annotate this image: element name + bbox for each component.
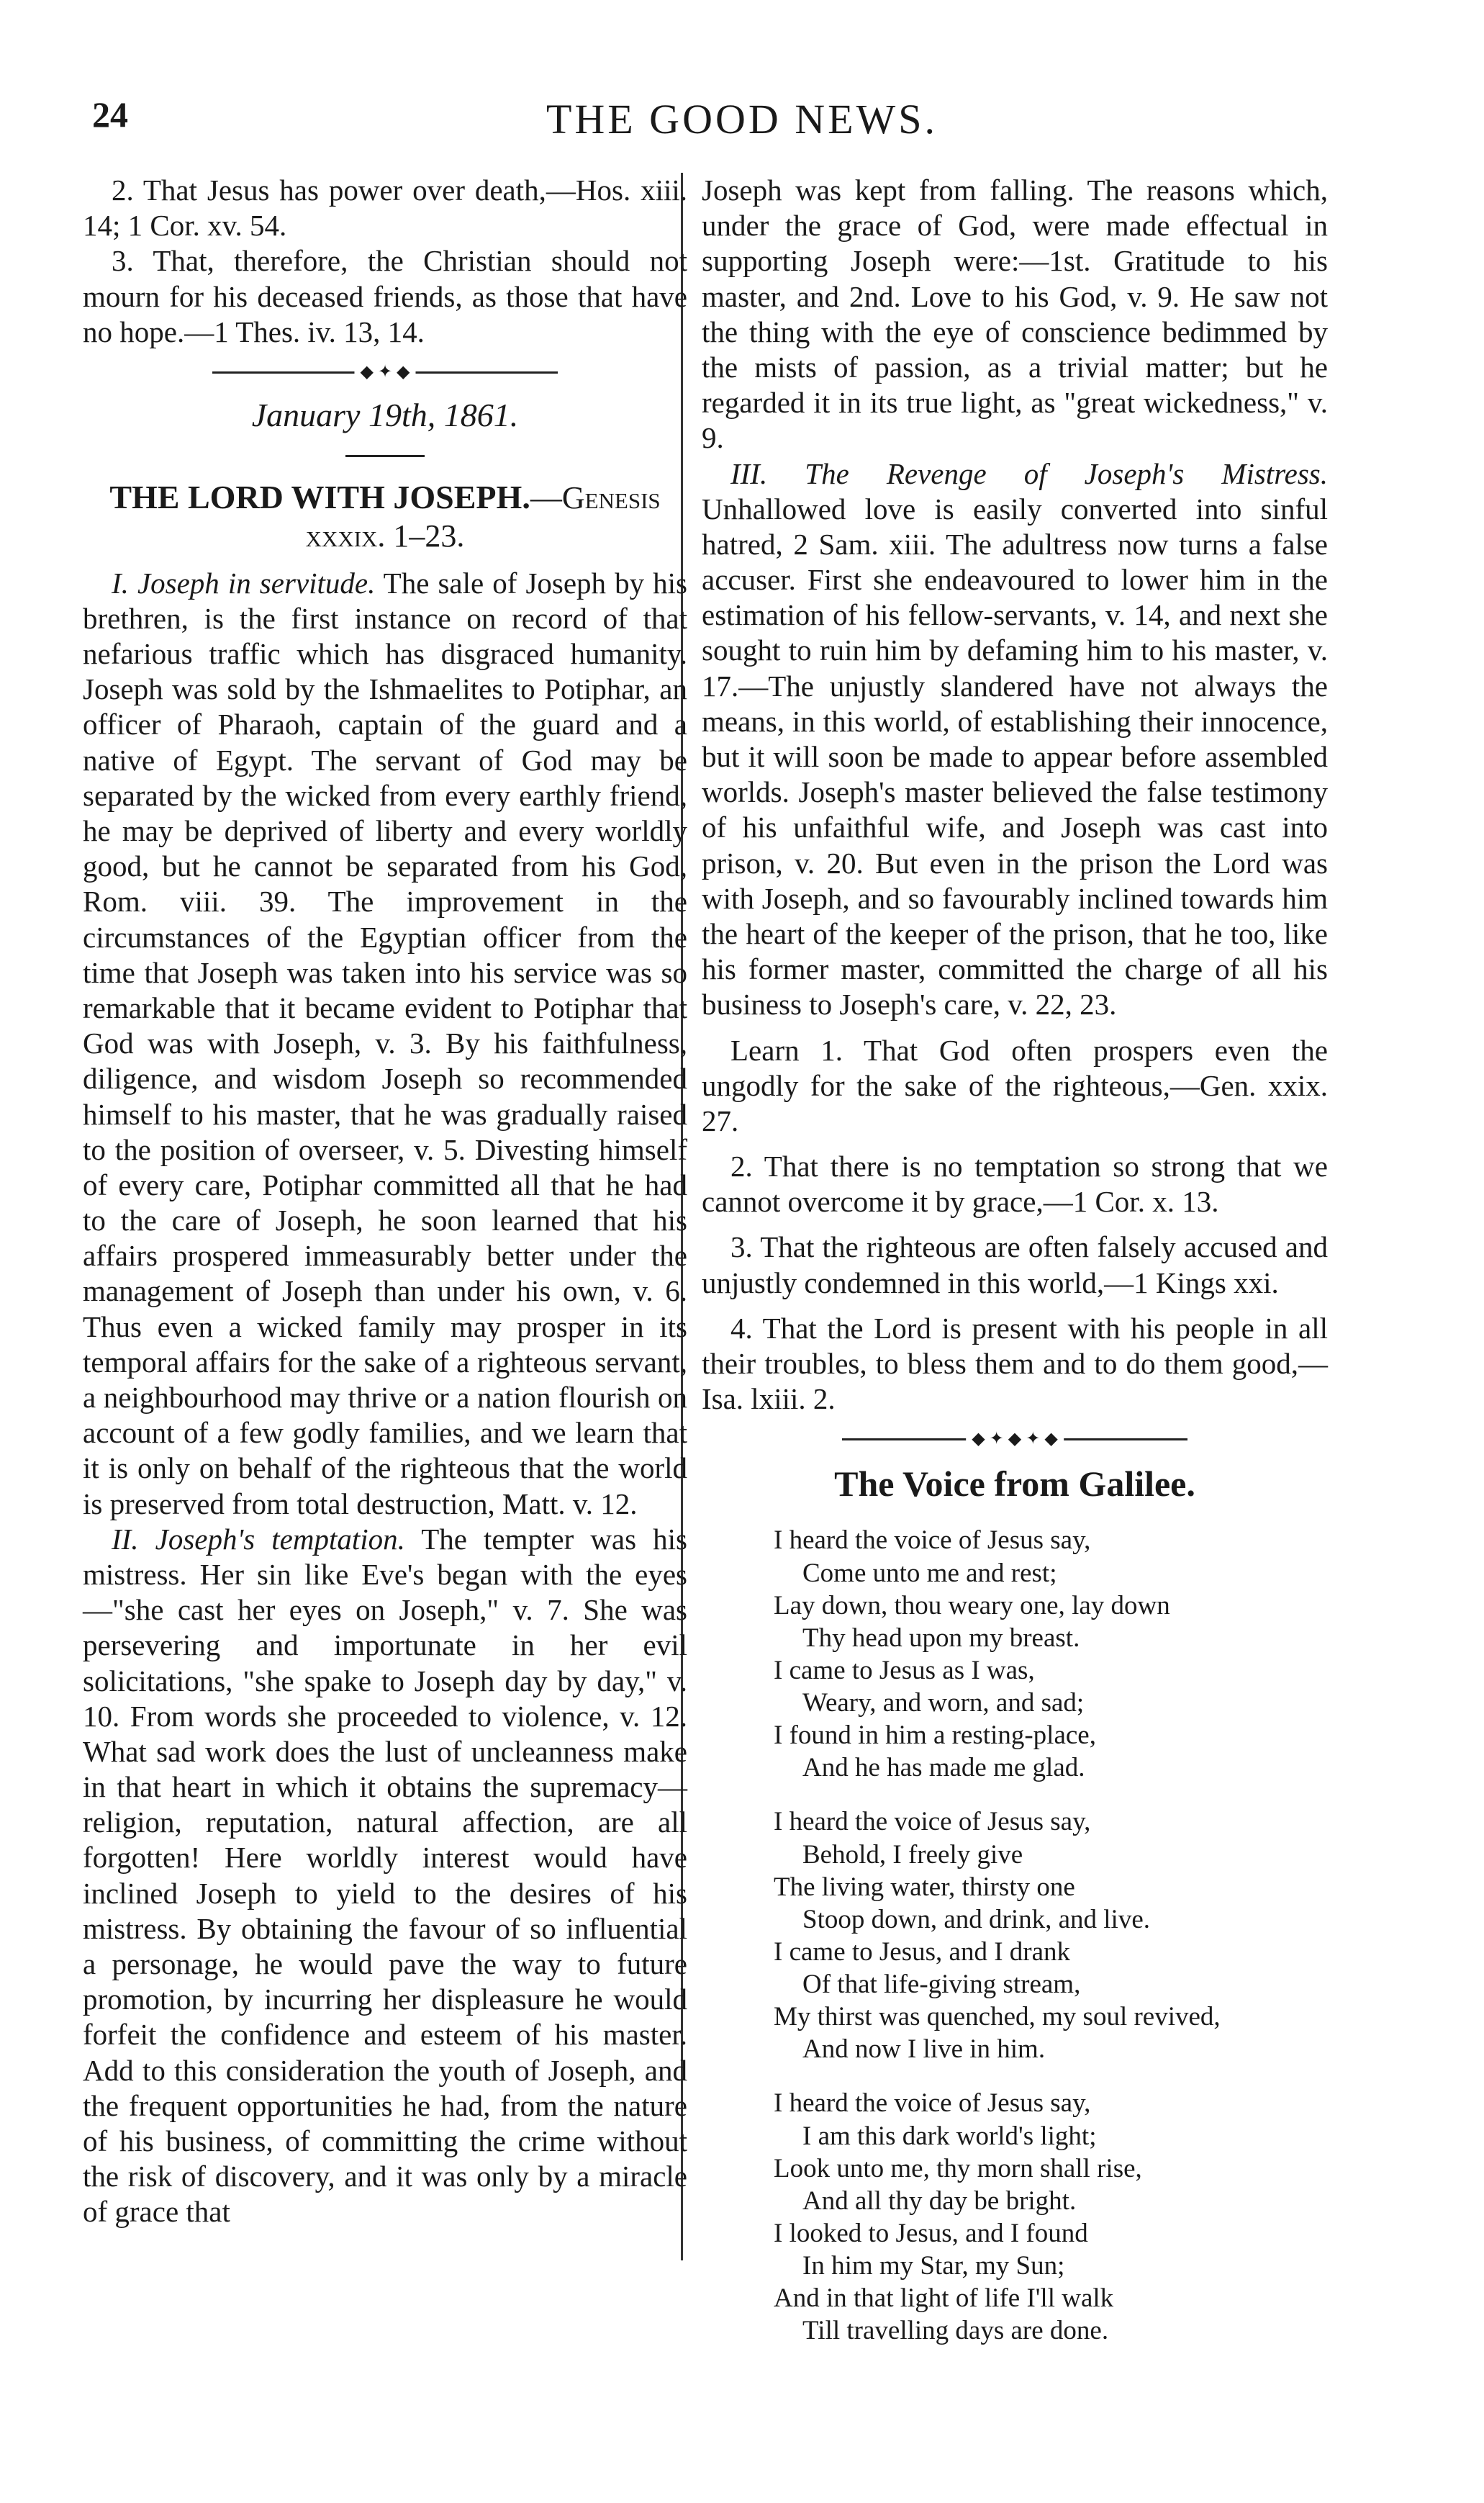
lesson-date-text: January 19th, 1861. xyxy=(251,396,519,433)
poem-line: I heard the voice of Jesus say, xyxy=(774,1525,1091,1556)
section-2-continued: Joseph was kept from falling. The reasons which, under the grace of God, were made effectual in supporting Joseph were:—1st. Gratitude to his master, and 2nd. Love to his God, v. 9. He saw not the thing with the eye of conscience bedimmed by the mists of passion, as a trivial matter; but he regarded it in its true light, as "great wickedness," v. 9. xyxy=(702,173,1328,455)
poem-line: I heard the voice of Jesus say, xyxy=(774,2088,1091,2119)
poem-line: In him my Star, my Sun; xyxy=(802,2251,1065,2281)
section-2-heading: II. Joseph's temptation. xyxy=(112,1522,405,1556)
intro-point-3: 3. That, therefore, the Christian should not mourn for his deceased friends, as those that have no hope.—1 Thes. iv. 13, 14. xyxy=(83,244,687,348)
page-number: 24 xyxy=(92,94,128,135)
poem-line: Lay down, thou weary one, lay down xyxy=(774,1590,1170,1620)
short-rule xyxy=(345,455,425,457)
learn-point-3: 3. That the righteous are often falsely accused and unjustly condemned in this world,—1 Kings xxi. xyxy=(702,1230,1328,1299)
poem-line: My thirst was quenched, my soul revived, xyxy=(774,2002,1221,2032)
poem-line: Look unto me, thy morn shall rise, xyxy=(774,2153,1142,2183)
poem-line: I am this dark world's light; xyxy=(802,2121,1097,2151)
ornamental-rule xyxy=(212,362,558,382)
poem-line: Weary, and worn, and sad; xyxy=(802,1688,1085,1718)
poem-line: Of that life-giving stream, xyxy=(802,1970,1081,1999)
poem-title: The Voice from Galilee. xyxy=(834,1464,1195,1505)
poem-line: Come unto me and rest; xyxy=(802,1558,1057,1588)
poem-stanza-1 xyxy=(774,1524,1328,1784)
poem-line: The living water, thirsty one xyxy=(774,1872,1075,1902)
section-1-heading: I. Joseph in servitude. xyxy=(112,566,376,600)
poem-line: Thy head upon my breast. xyxy=(802,1623,1080,1653)
section-3-heading: III. The Revenge of Joseph's Mistress. xyxy=(730,456,1328,490)
poem-line: I looked to Jesus, and I found xyxy=(774,2218,1088,2248)
section-3-text: Unhallowed love is easily converted into sinful hatred, 2 Sam. xiii. The adultress now turns a false accuser. First she endeavoured to lower him in the estimation of his fellow-servants, v. 14, and next she sought to ruin him by defaming him to his master, v. 17.—The unjustly slandered have not always the means, in this world, of establishing their innocence, but it will soon be made to appear before assembled worlds. Joseph's master believed the false testimony of his unfaithful wife, and Joseph was cast into prison, v. 20. But even in the prison the Lord was with Joseph, and so favourably inclined towards him the heart of the keeper of the prison, that he too, like his former master, committed the charge of all his business to Joseph's care, v. 22, 23. xyxy=(702,492,1328,1022)
poem-line: I came to Jesus, and I drank xyxy=(774,1936,1071,1967)
poem-line: I came to Jesus as I was, xyxy=(774,1655,1035,1685)
section-3 xyxy=(702,456,1328,1023)
poem-line: And he has made me glad. xyxy=(802,1753,1085,1783)
learn-point-4: 4. That the Lord is present with his people in all their troubles, to bless them and to do them good,—Isa. lxiii. 2. xyxy=(702,1311,1328,1416)
poem-line: Stoop down, and drink, and live. xyxy=(802,1904,1151,1934)
section-2-text: The tempter was his mistress. Her sin like Eve's began with the eyes—"she cast her eyes on Joseph," v. 7. She was persevering and importunate in her evil solicitations, "she spake to Joseph day by day," v. 10. From words she proceeded to violence, v. 12. What sad work does the lust of uncleanness make in that heart in which it obtains the supremacy—religion, reputation, natural affection, are all forgotten! Here worldly interest would have inclined Joseph to yield to the desires of his mistress. By obtaining the favour of so influential a personage, he would pave the way to future promotion, by incurring her displeasure he would forfeit the confidence and esteem of his master. Add to this consideration the youth of Joseph, and the frequent opportunities he had, from the nature of his business, of committing the crime without the risk of discovery, and it was only by a miracle of grace that xyxy=(83,1522,687,2229)
section-2 xyxy=(83,1522,687,2230)
poem-line: And in that light of life I'll walk xyxy=(774,2283,1114,2314)
rule-ornament-2: ◆ ✦ ◆ ✦ ◆ xyxy=(966,1429,1064,1450)
intro-point-2: 2. That Jesus has power over death,—Hos. xiii. 14; 1 Cor. xv. 54. xyxy=(83,173,687,243)
article-title-main: THE LORD WITH JOSEPH. xyxy=(109,479,530,516)
lesson-date xyxy=(83,395,687,435)
section-1-text: The sale of Joseph by his brethren, is the first instance on record of that nefarious traffic which has disgraced humanity. Joseph was sold by the Ishmaelites to Potiphar, an officer of Pharaoh, captain of the guard and a native of Egypt. The servant of God may be separated by the wicked from every earthly friend, he may be deprived of liberty and every worldly good, but he cannot be separated from his God, Rom. viii. 39. The improvement in the circumstances of the Egyptian officer from the time that Joseph was taken into his service was so remarkable that it became evident to Potiphar that God was with Joseph, v. 3. By his faithfulness, diligence, and wisdom Joseph so recommended himself to his master, that he was gradually raised to the position of overseer, v. 5. Divesting himself of every care, Potiphar committed all that he had to the care of Joseph, he soon learned that his affairs prospered immeasurably better under the management of Joseph than under his own, v. 6. Thus even a wicked family may prosper in its temporal affairs for the sake of a righteous servant, a neighbourhood may thrive or a nation flourish on account of a few godly families, and we learn that it is only on behalf of the righteous that the world is preserved from total destruction, Matt. v. 12. xyxy=(83,566,688,1520)
poem-line: And all thy day be bright. xyxy=(802,2186,1077,2216)
section-1 xyxy=(83,566,687,1522)
ornamental-rule-2 xyxy=(842,1430,1187,1449)
left-column xyxy=(83,173,687,2230)
article-title xyxy=(83,477,687,556)
right-column xyxy=(702,173,1328,2368)
poem-stanza-3 xyxy=(774,2087,1328,2347)
learn-point-1: Learn 1. That God often prospers even the ungodly for the sake of the righteous,—Gen. xxix. 27. xyxy=(702,1033,1328,1137)
poem-line: I heard the voice of Jesus say, xyxy=(774,1807,1091,1837)
poem-line: And now I live in him. xyxy=(802,2034,1046,2065)
learn-point-2: 2. That there is no temptation so strong that we cannot overcome it by grace,—1 Cor. x. 13. xyxy=(702,1150,1328,1219)
poem-line: Till travelling days are done. xyxy=(802,2316,1109,2346)
poem-line: Behold, I freely give xyxy=(802,1839,1023,1870)
rule-ornament: ◆ ✦ ◆ xyxy=(354,362,415,383)
poem-stanza-2 xyxy=(774,1805,1328,2065)
article-title-reference: —Genesis xxxix. 1–23. xyxy=(305,480,661,554)
running-head: THE GOOD NEWS. xyxy=(546,96,938,143)
poem-line: I found in him a resting-place, xyxy=(774,1720,1096,1751)
